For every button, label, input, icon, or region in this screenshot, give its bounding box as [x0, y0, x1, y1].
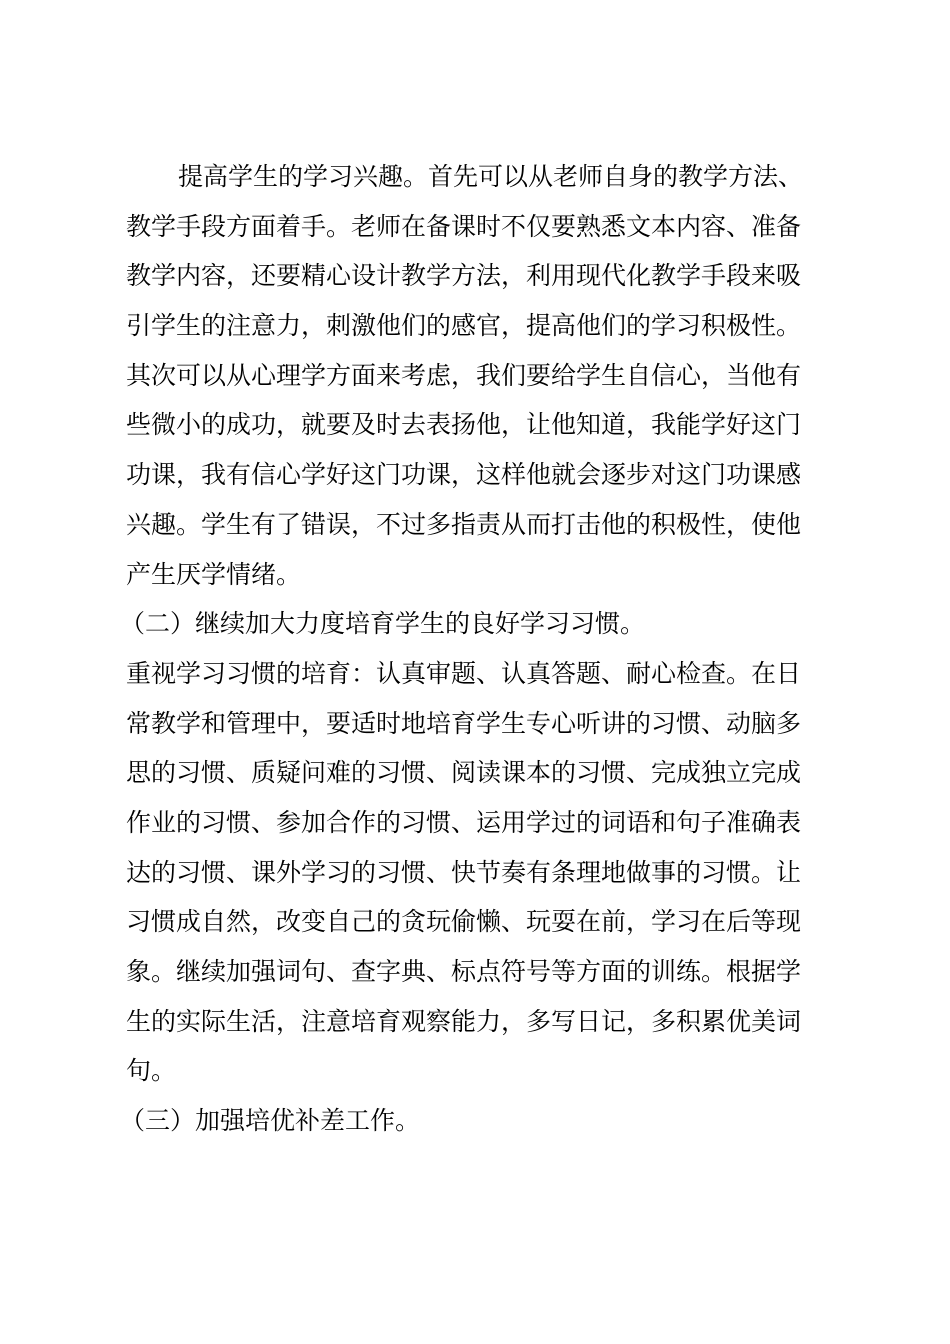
paragraph-line: 作业的习惯、参加合作的习惯、运用学过的词语和句子准确表 — [126, 807, 802, 837]
paragraph-line: 思的习惯、质疑问难的习惯、阅读课本的习惯、完成独立完成 — [126, 758, 802, 788]
paragraph-line: 些微小的成功，就要及时去表扬他，让他知道，我能学好这门 — [126, 410, 802, 440]
paragraph-line: 常教学和管理中，要适时地培育学生专心听讲的习惯、动脑多 — [126, 708, 802, 738]
paragraph-line: 象。继续加强词句、查字典、标点符号等方面的训练。根据学 — [126, 957, 802, 986]
paragraph-line: 生的实际生活，注意培育观察能力，多写日记，多积累优美词 — [126, 1006, 802, 1036]
paragraph-line: 句。 — [126, 1056, 177, 1086]
paragraph-line: 达的习惯、课外学习的习惯、快节奏有条理地做事的习惯。让 — [126, 857, 802, 887]
document-page — [120, 152, 828, 1146]
paragraph-line: 引学生的注意力，刺激他们的感官，提高他们的学习积极性。 — [126, 311, 802, 341]
paragraph-line: 其次可以从心理学方面来考虑，我们要给学生自信心，当他有 — [126, 360, 802, 390]
paragraph-line: 产生厌学情绪。 — [126, 559, 302, 589]
section-heading-3: （三）加强培优补差工作。 — [120, 1106, 421, 1136]
paragraph-line: 功课，我有信心学好这门功课，这样他就会逐步对这门功课感 — [126, 460, 802, 490]
paragraph-line: 教学手段方面着手。老师在备课时不仅要熟悉文本内容、准备 — [126, 211, 802, 241]
section-heading-2: （二）继续加大力度培育学生的良好学习习惯。 — [120, 609, 646, 639]
paragraph-line: 提高学生的学习兴趣。首先可以从老师自身的教学方法、 — [178, 162, 804, 191]
paragraph-line: 兴趣。学生有了错误，不过多指责从而打击他的积极性，使他 — [126, 509, 802, 539]
paragraph-line: 习惯成自然，改变自己的贪玩偷懒、玩耍在前，学习在后等现 — [126, 907, 802, 937]
paragraph-line: 重视学习习惯的培育：认真审题、认真答题、耐心检查。在日 — [126, 658, 802, 688]
paragraph-line: 教学内容，还要精心设计教学方法，利用现代化教学手段来吸 — [126, 261, 802, 291]
